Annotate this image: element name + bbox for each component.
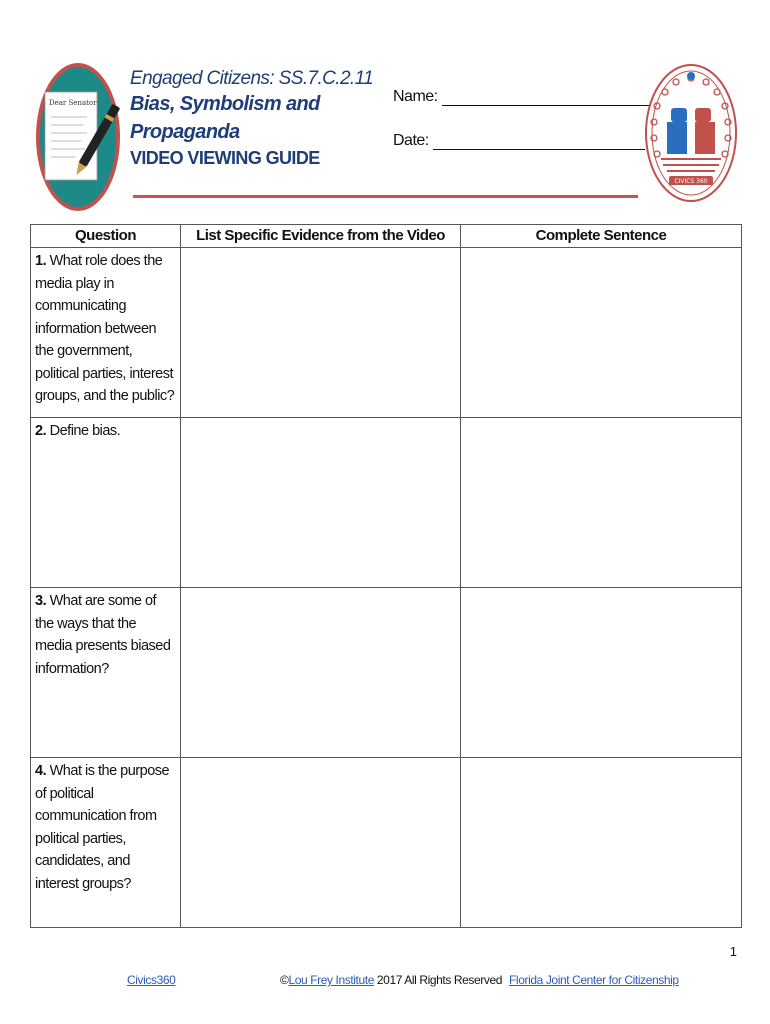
table-row bbox=[31, 248, 742, 418]
date-line[interactable] bbox=[433, 133, 645, 150]
sentence-cell-1[interactable] bbox=[461, 248, 742, 418]
fjcc-link[interactable]: Florida Joint Center for Citizenship bbox=[509, 973, 679, 987]
copyright-symbol: © bbox=[280, 973, 289, 987]
header-title-line2: Propaganda bbox=[130, 121, 240, 143]
evidence-cell-4[interactable] bbox=[181, 758, 461, 928]
sentence-cell-4[interactable] bbox=[461, 758, 742, 928]
question-text: What role does the media play in communicating information between the government, political parties, interest groups, and the public? bbox=[35, 253, 175, 404]
footer-fjcc-link-wrap bbox=[509, 973, 679, 987]
page-number: 1 bbox=[729, 944, 737, 959]
viewing-guide-table bbox=[30, 224, 742, 928]
header-block bbox=[130, 68, 390, 169]
question-number: 1. bbox=[35, 253, 47, 269]
logo-right-text: CIVICS 360 bbox=[674, 178, 708, 185]
sentence-cell-3[interactable] bbox=[461, 588, 742, 758]
table-row bbox=[31, 588, 742, 758]
header-question: Question bbox=[31, 225, 181, 248]
question-text: What is the purpose of political communication from political parties, candidates, and interest groups? bbox=[35, 763, 170, 892]
header-title-line1: Bias, Symbolism and bbox=[130, 93, 320, 115]
letter-logo bbox=[35, 62, 121, 212]
sentence-cell-2[interactable] bbox=[461, 418, 742, 588]
evidence-cell-3[interactable] bbox=[181, 588, 461, 758]
logo-left-text: Dear Senator bbox=[49, 99, 97, 107]
name-line[interactable] bbox=[442, 89, 650, 106]
question-number: 2. bbox=[35, 423, 47, 439]
table-row bbox=[31, 418, 742, 588]
evidence-cell-1[interactable] bbox=[181, 248, 461, 418]
header-divider bbox=[133, 195, 638, 198]
evidence-cell-2[interactable] bbox=[181, 418, 461, 588]
copyright-text: 2017 All Rights Reserved bbox=[373, 973, 503, 987]
question-text: What are some of the ways that the media presents biased information? bbox=[35, 593, 171, 677]
question-text: Define bias. bbox=[49, 423, 121, 439]
date-label: Date: bbox=[393, 132, 429, 149]
civics360-link[interactable]: Civics360 bbox=[127, 973, 176, 987]
table-row bbox=[31, 758, 742, 928]
footer-civics360-link-wrap bbox=[127, 973, 175, 987]
footer-copyright bbox=[280, 973, 502, 987]
table-header-row bbox=[31, 225, 742, 248]
question-cell-2 bbox=[31, 418, 181, 588]
name-field[interactable] bbox=[393, 88, 650, 106]
header-guide-label: VIDEO VIEWING GUIDE bbox=[130, 148, 320, 168]
question-number: 4. bbox=[35, 763, 47, 779]
name-label: Name: bbox=[393, 88, 438, 105]
header-evidence: List Specific Evidence from the Video bbox=[181, 225, 461, 248]
date-field[interactable] bbox=[393, 132, 645, 150]
header-subtitle: Engaged Citizens: SS.7.C.2.11 bbox=[130, 68, 374, 89]
question-cell-4 bbox=[31, 758, 181, 928]
civics360-logo bbox=[645, 64, 737, 202]
question-cell-1 bbox=[31, 248, 181, 418]
question-number: 3. bbox=[35, 593, 47, 609]
lou-frey-link[interactable]: Lou Frey Institute bbox=[288, 973, 374, 987]
header-sentence: Complete Sentence bbox=[461, 225, 742, 248]
question-cell-3 bbox=[31, 588, 181, 758]
